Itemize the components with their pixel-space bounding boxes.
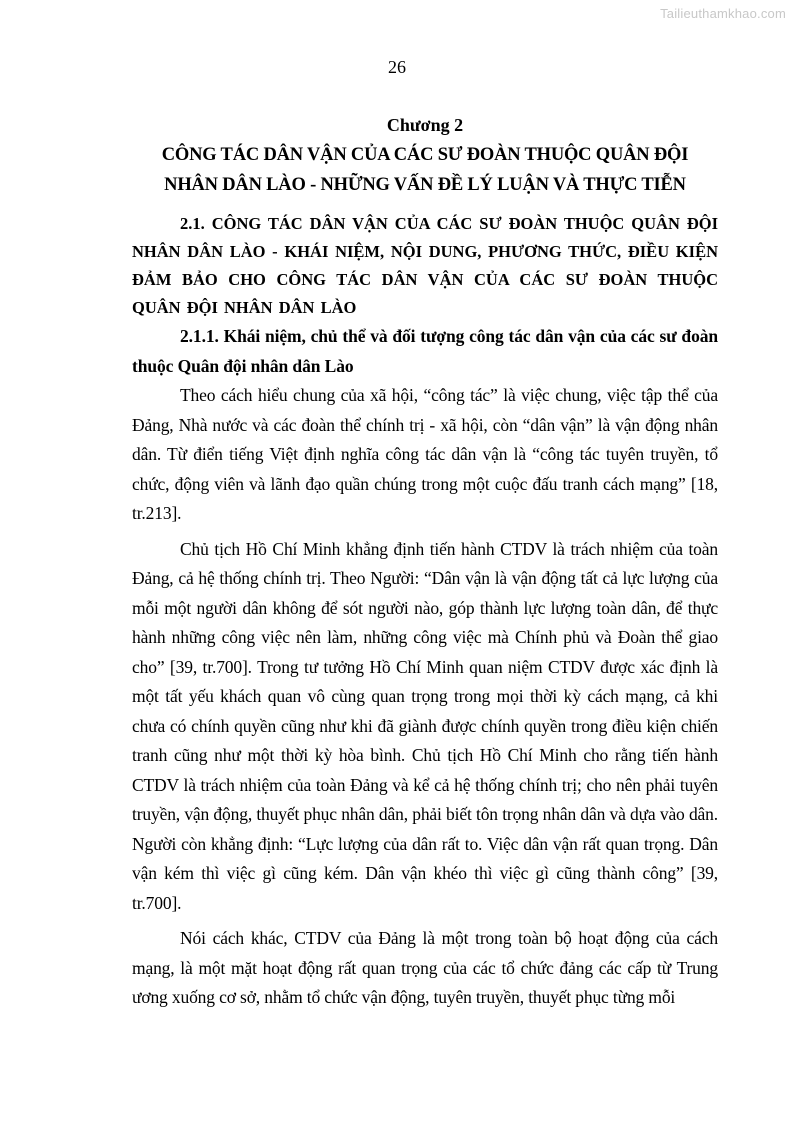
page-number: 26 bbox=[388, 57, 406, 77]
paragraph: Chủ tịch Hồ Chí Minh khẳng định tiến hành CTDV là trách nhiệm của toàn Đảng, cả hệ thống chính trị. Theo Người: “Dân vận là vận động tất cả lực lượng của mỗi một người dân không để sót người nào, góp thành lực lượng toàn dân, để thực hành những công việc nên làm, những công việc mà Chính phủ và Đoàn thể giao cho” [39, tr.700]. Trong tư tưởng Hồ Chí Minh quan niệm CTDV được xác định là một tất yếu khách quan vô cùng quan trọng trong mọi thời kỳ cách mạng, cả khi chưa có chính quyền cũng như khi đã giành được chính quyền trong điều kiện chiến tranh cũng như một thời kỳ hòa bình. Chủ tịch Hồ Chí Minh cho rằng tiến hành CTDV là trách nhiệm của toàn Đảng và kể cả hệ thống chính trị; cho nên phải tuyên truyền, vận động, thuyết phục nhân dân, phải biết tôn trọng nhân dân và dựa vào dân. Người còn khẳng định: “Lực lượng của dân rất to. Việc dân vận rất quan trọng. Dân vận kém thì việc gì cũng kém. Dân vận khéo thì việc gì cũng thành công” [39, tr.700]. bbox=[132, 538, 718, 913]
watermark: Tailieuthamkhao.com bbox=[660, 6, 786, 21]
chapter-title-line-2: NHÂN DÂN LÀO - NHỮNG VẤN ĐỀ LÝ LUẬN VÀ THỰC TIỄN bbox=[164, 175, 686, 195]
chapter-title-line-1: CÔNG TÁC DÂN VẬN CỦA CÁC SƯ ĐOÀN THUỘC QUÂN ĐỘI bbox=[161, 145, 689, 165]
subsection-heading: 2.1.1. Khái niệm, chủ thể và đối tượng công tác dân vận của các sư đoàn thuộc Quân đội nhân dân Lào bbox=[132, 326, 718, 376]
paragraph: Nói cách khác, CTDV của Đảng là một trong toàn bộ hoạt động của cách mạng, là một mặt hoạt động rất quan trọng của các tổ chức đảng các cấp từ Trung ương xuống cơ sở, nhằm tổ chức vận động, tuyên truyền, thuyết phục từng mỗi bbox=[132, 928, 718, 1007]
chapter-label: Chương 2 bbox=[386, 115, 464, 135]
section-heading: 2.1. CÔNG TÁC DÂN VẬN CỦA CÁC SƯ ĐOÀN THUỘC QUÂN ĐỘI NHÂN DÂN LÀO - KHÁI NIỆM, NỘI DUNG, PHƯƠNG THỨC, ĐIỀU KIỆN ĐẢM BẢO CHO CÔNG TÁC DÂN VẬN CỦA CÁC SƯ ĐOÀN THUỘC QUÂN ĐỘI NHÂN DÂN LÀO bbox=[132, 214, 718, 317]
paragraph: Theo cách hiểu chung của xã hội, “công tác” là việc chung, việc tập thể của Đảng, Nhà nước và các đoàn thể chính trị - xã hội, còn “dân vận” là vận động nhân dân. Từ điển tiếng Việt định nghĩa công tác dân vận là “công tác tuyên truyền, tổ chức, động viên và lãnh đạo quần chúng trong một cuộc đấu tranh cách mạng” [18, tr.213]. bbox=[132, 385, 718, 523]
document-body bbox=[132, 110, 718, 1013]
